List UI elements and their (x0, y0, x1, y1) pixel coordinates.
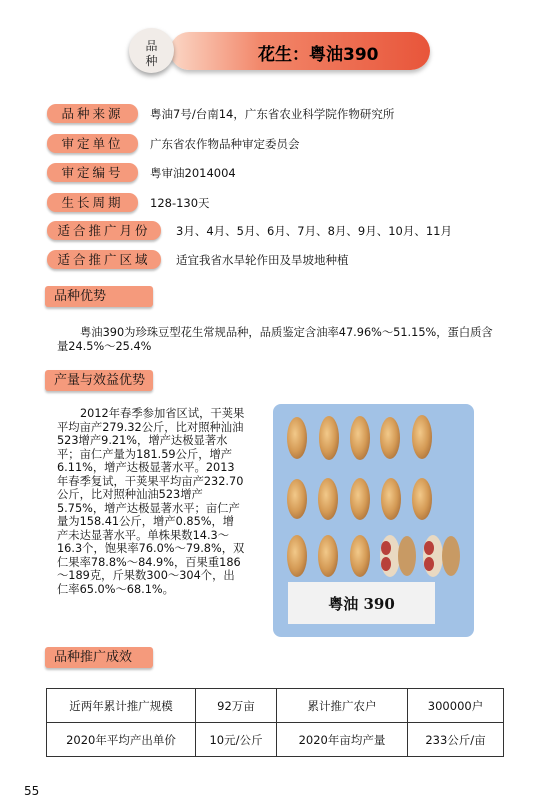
value-promotion-months: 3月、4月、5月、6月、7月、8月、9月、10月、11月 (176, 224, 452, 238)
page-title: 花生：粤油390 (258, 45, 379, 65)
table-cell: 10元/公斤 (196, 723, 277, 757)
value-approval-number: 粤审油2014004 (150, 166, 236, 180)
yield-text: 2012年春季参加省区试，干荚果平均亩产279.32公斤，比对照种汕油523增产9.21%，增产达极显著水平；亩仁产量为181.59公斤，增产6.11%，增产达极显著水平。2013年春季复试，干荚果平均亩产232.70公斤，比对照种汕油523增产5.75%，增产达极显著水平；亩仁产量为158.41公斤，增产0.85%，增产未达显著水平。单株果数14.3～16.3个，饱果率76.0%～79.8%，双仁果率78.8%～84.9%，百果重186～189克，斤果数300～304个，出仁率65.0%～68.1%。 (57, 407, 245, 596)
table-row (47, 723, 504, 757)
label-approval-number: 审定编号 (47, 163, 138, 182)
promotion-table (46, 688, 504, 757)
table-cell: 300000户 (408, 689, 504, 723)
section-title-advantage: 品种优势 (45, 286, 153, 307)
table-cell: 92万亩 (196, 689, 277, 723)
category-badge-line2: 种 (145, 54, 158, 68)
peanut-row-3 (287, 535, 460, 577)
label-variety-source: 品种来源 (47, 104, 138, 123)
label-approval-unit: 审定单位 (47, 134, 138, 153)
advantage-text: 粤油390为珍珠豆型花生常规品种，品质鉴定含油率47.96%～51.15%，蛋白质含量24.5%～25.4% (57, 326, 493, 353)
label-promotion-months: 适合推广月份 (47, 221, 161, 240)
value-growth-period: 128-130天 (150, 196, 210, 210)
page-number: 55 (24, 784, 40, 798)
value-promotion-region: 适宜我省水旱轮作田及旱坡地种植 (176, 253, 349, 267)
label-promotion-region: 适合推广区域 (47, 250, 161, 269)
label-growth-period: 生长周期 (47, 193, 138, 212)
value-approval-unit: 广东省农作物品种审定委员会 (150, 137, 300, 151)
section-title-yield: 产量与效益优势 (45, 370, 153, 391)
table-cell: 近两年累计推广规模 (47, 689, 196, 723)
peanut-row-2 (287, 478, 432, 520)
category-badge (129, 28, 174, 73)
table-cell: 2020年平均产出单价 (47, 723, 196, 757)
peanut-row-1 (287, 415, 432, 460)
table-cell: 233公斤/亩 (408, 723, 504, 757)
peanut-photo (273, 404, 474, 637)
value-variety-source: 粤油7号/台南14，广东省农业科学院作物研究所 (150, 107, 395, 121)
category-badge-line1: 品 (145, 39, 158, 53)
table-cell: 累计推广农户 (277, 689, 408, 723)
table-cell: 2020年亩均产量 (277, 723, 408, 757)
photo-caption: 粤油 390 (328, 595, 395, 613)
table-row (47, 689, 504, 723)
section-title-promotion: 品种推广成效 (45, 647, 153, 668)
